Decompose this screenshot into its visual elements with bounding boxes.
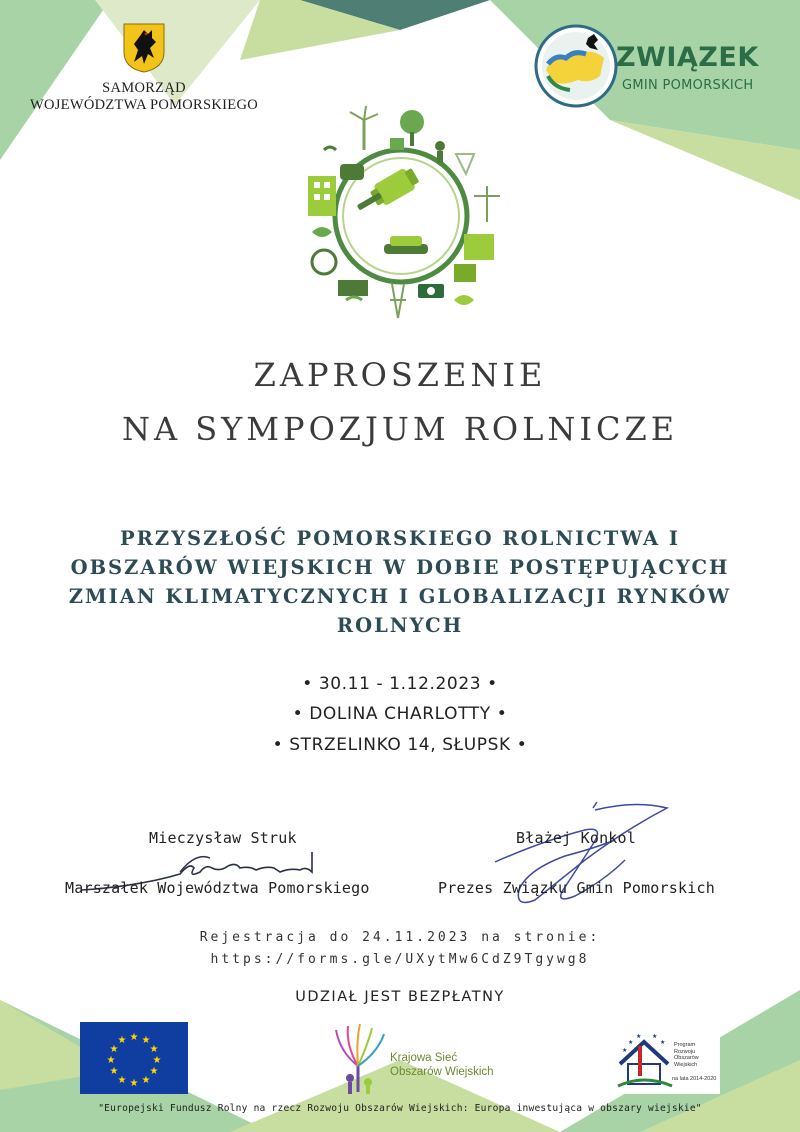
svg-text:★: ★ — [622, 1047, 628, 1054]
event-venue: • DOLINA CHARLOTTY • — [292, 704, 508, 724]
symposium-topic: PRZYSZŁOŚĆ POMORSKIEGO ROLNICTWA I OBSZARÓW WIEJSKICH W DOBIE POSTĘPUJĄCYCH ZMIAN KLIMATYCZNYCH I GLOBALIZACJI RYNKÓW ROLNYCH — [68, 527, 732, 637]
svg-text:★: ★ — [152, 1055, 162, 1066]
left-signatory-name: Mieczysław Struk — [149, 829, 297, 847]
prow-line3: Obszarów — [674, 1055, 699, 1061]
samorzad-logo — [24, 22, 264, 114]
zwiazek-subtitle: GMIN POMORSKICH — [622, 78, 754, 93]
ksow-line2: Obszarów Wiejskich — [390, 1066, 494, 1078]
right-signatory-role: Prezes Związku Gmin Pomorskich — [438, 879, 715, 897]
svg-text:★: ★ — [109, 1066, 119, 1077]
event-address: • STRZELINKO 14, SŁUPSK • — [272, 735, 528, 755]
griffin-crest-icon — [122, 22, 166, 74]
registration-link[interactable]: https://forms.gle/UXytMw6CdZ9Tgywg8 — [210, 952, 590, 967]
gavel-ecology-globe-icon — [294, 104, 508, 324]
svg-text:★: ★ — [652, 1033, 658, 1040]
zwiazek-gmin-logo — [534, 24, 774, 108]
prow-line4: Wiejskich — [674, 1061, 698, 1068]
title-line2: NA SYMPOZJUM ROLNICZE — [121, 410, 679, 448]
prow-line2: Rozwoju — [674, 1048, 696, 1055]
ksow-tree-icon — [326, 1022, 390, 1096]
right-signatory-name: Błażej Konkol — [516, 829, 636, 847]
svg-text:★: ★ — [149, 1044, 159, 1055]
svg-text:★: ★ — [129, 1032, 139, 1043]
prow-house-flag-icon — [614, 1024, 674, 1094]
svg-text:★: ★ — [141, 1075, 151, 1086]
svg-text:★: ★ — [149, 1066, 159, 1077]
svg-text:★: ★ — [628, 1039, 634, 1046]
ksow-line1: Krajowa Sieć — [390, 1052, 458, 1064]
svg-text:★: ★ — [109, 1044, 119, 1055]
svg-text:★: ★ — [141, 1035, 151, 1046]
svg-text:★: ★ — [117, 1075, 127, 1086]
free-entry-notice: UDZIAŁ JEST BEZPŁATNY — [295, 989, 505, 1005]
event-date: • 30.11 - 1.12.2023 • — [302, 674, 498, 694]
svg-text:★: ★ — [117, 1035, 127, 1046]
prow-line1: Program — [674, 1042, 696, 1048]
ksow-logo — [326, 1022, 516, 1096]
left-signatory-role: Marszałek Województwa Pomorskiego — [65, 879, 370, 897]
svg-text:★: ★ — [660, 1039, 666, 1046]
prow-logo — [614, 1024, 720, 1094]
svg-text:★: ★ — [636, 1033, 642, 1040]
zwiazek-title: ZWIĄZEK — [616, 42, 759, 73]
samorzad-line2: WOJEWÓDZTWA POMORSKIEGO — [29, 97, 258, 113]
samorzad-line1: SAMORZĄD — [102, 80, 186, 96]
eafrd-footer-slogan: "Europejski Fundusz Rolny na rzecz Rozwoju Obszarów Wiejskich: Europa inwestująca w obszary wiejskie" — [98, 1103, 702, 1114]
registration-text: Rejestracja do 24.11.2023 na stronie: — [199, 930, 601, 945]
svg-text:★: ★ — [106, 1055, 116, 1066]
svg-text:★: ★ — [129, 1078, 139, 1089]
eu-flag-icon — [80, 1022, 188, 1094]
title-line1: ZAPROSZENIE — [253, 356, 547, 394]
pomerania-map-icon — [534, 24, 618, 108]
prow-years: na lata 2014-2020 — [672, 1076, 717, 1082]
